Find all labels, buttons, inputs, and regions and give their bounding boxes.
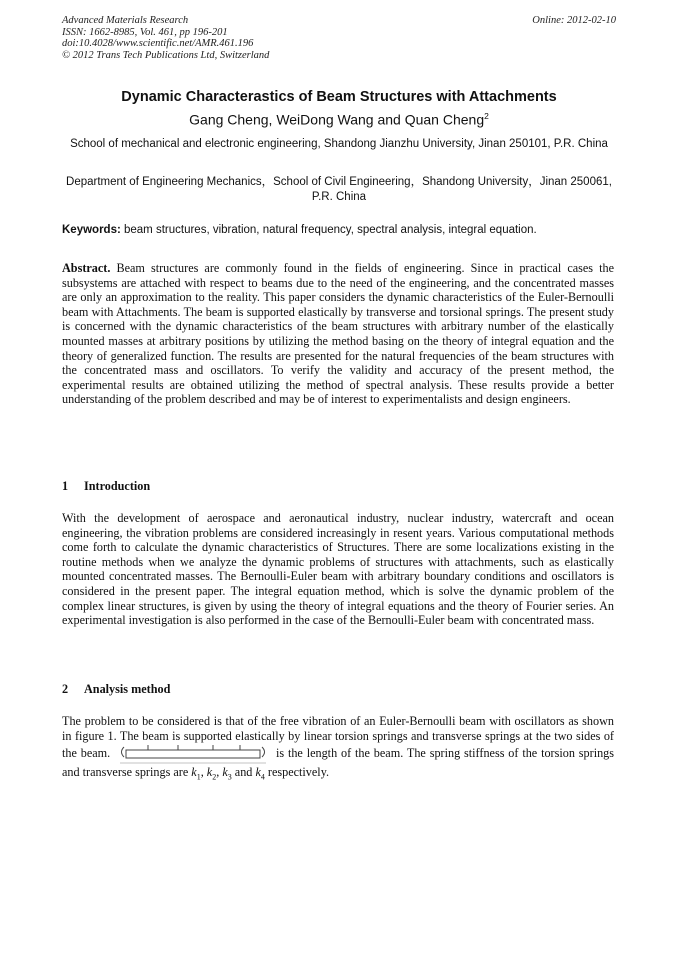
keywords-text: beam structures, vibration, natural frequency, spectral analysis, integral equation. [124,224,537,236]
beam-figure [118,743,268,765]
keywords [62,224,616,236]
section-title: Analysis method [84,682,171,696]
doi-line: doi:10.4028/www.scientific.net/AMR.461.196 [62,38,254,49]
affiliation-2: Department of Engineering Mechanics，School of Civil Engineering，Shandong University，Jinan 250061, P.R. China [66,176,612,203]
issn-line: ISSN: 1662-8985, Vol. 461, pp 196-201 [62,26,228,38]
section-number: 2 [62,682,69,696]
k4-symbol: $k_4$ [255,765,265,782]
keywords-label: Keywords: [62,224,121,236]
analysis-part-2: is the length of the beam. The spring stiffness of the torsion springs and transverse springs are [62,745,615,780]
section-heading-introduction [62,479,150,494]
paper-title: Dynamic Characterastics of Beam Structures with Attachments [121,89,557,105]
introduction-text: With the development of aerospace and aeronautical industry, nuclear industry, watercraft and ocean engineering, the vibration problems are considered increasingly in resent years. Various computational methods come forth to calculate the dynamic characteristics of Structures. There are some localizations existing in the routine methods when we analyze the dynamic problems of structures with attachments, such as elastically mounted concentrated masses. The Bernoulli-Euler beam with arbitrary boundary conditions and oscillators is considered in the present paper. The integral equation method, which is solve the dynamic problem of the complex linear structures, is given by using the theory of integral equations and the theory of Fourier series. An experimental investigation is also performed in the case of the Bernoulli-Euler beam with concentrated mass. [62,511,614,628]
journal-header [62,15,269,61]
analysis-part-3: respectively. [267,765,330,780]
journal-name: Advanced Materials Research [62,15,189,26]
k1-symbol: $k_1$ [191,765,201,782]
analysis-part-1: The problem to be considered is that of the free vibration of an Euler-Bernoulli beam with oscillators as shown in figure 1. The beam is supported elastically by linear torsion springs and transverse springs at the two sides of the beam. [62,714,614,760]
abstract-label: Abstract. [62,261,111,275]
k3-symbol: $k_3$ [222,765,232,782]
abstract-text: Beam structures are commonly found in the fields of engineering. Since in practical cases the subsystems are attached with respect to beams due to the need of the engineering, and the concentrated masses are only an approximation to the reality. This paper considers the dynamic characteristics of the Euler-Bernoulli beam with Attachments. The beam is supported elastically by transverse and torsional springs. The present study is concerned with the dynamic characteristics of the beam structures with arbitrary number of the elastically mounted masses at arbitrary positions by utilizing the method basing on the theory of integral equation and the theory of generalized function. The results are presented for the natural frequencies of the beam structures with the concentrated mass and oscillators. To verify the validity and accuracy of the present method, the experimental results are obtained utilizing the method of spectral analysis. These results provide a better understanding of the problem described and may be of interest to experimentalists and design engineers. [62,261,615,407]
k2-symbol: $k_2$ [206,765,217,782]
section-title: Introduction [84,479,151,493]
section-number: 1 [62,479,69,493]
author-line [0,111,678,128]
abstract [62,261,614,407]
copyright-line: © 2012 Trans Tech Publications Ltd, Switzerland [62,49,270,61]
online-date: Online: 2012-02-10 [532,15,616,26]
author-superscript: 2 [484,111,489,121]
affiliation-1: School of mechanical and electronic engineering, Shandong Jianzhu University, Jinan 250101, P.R. China [70,138,608,150]
analysis-text: The problem to be considered is that of the free vibration of an Euler-Bernoulli beam with oscillators as shown in figure 1. The beam is supported elastically by linear torsion springs and transverse springs at the two sides of the beam. is the length of the beam. The spring stiffness of the torsion springs and transverse springs are $k_1$, $k_2$, $k_3$ and $k_4$ respectively. [62,714,615,782]
section-heading-analysis [62,682,170,697]
authors: Gang Cheng, WeiDong Wang and Quan Cheng [189,111,485,128]
